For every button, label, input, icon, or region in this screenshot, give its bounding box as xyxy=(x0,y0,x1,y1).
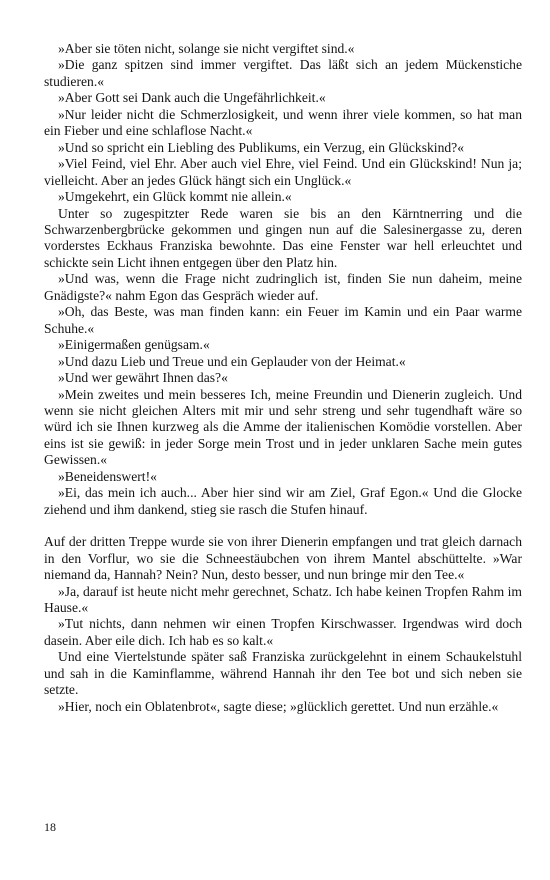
paragraph: »Mein zweites und mein besseres Ich, meine Freundin und Dienerin zugleich. Und wenn sie nicht gleichen Alters mit mir und sehr streng und sehr tugendhaft wäre so würd ich sie Ihnen kurzweg als die Amme der italienischen Komödie vorstellen. Aber eins ist sie gewiß: in jeder Sorge mein Trost und in jeder unklaren Sache mein gutes Gewissen.« xyxy=(44,386,522,468)
paragraph: »Einigermaßen genügsam.« xyxy=(58,337,210,353)
section-break xyxy=(44,518,522,534)
paragraph: »Aber sie töten nicht, solange sie nicht vergiftet sind.« xyxy=(58,41,355,56)
paragraph: »Ei, das mein ich auch... Aber hier sind wir am Ziel, Graf Egon.« Und die Glocke ziehend und ihm dankend, stieg sie rasch die Stufen hinauf. xyxy=(44,485,522,517)
paragraph: »Aber Gott sei Dank auch die Ungefährlichkeit.« xyxy=(58,90,326,106)
paragraph: Unter so zugespitzter Rede waren sie bis an den Kärntnerring und die Schwarzenbergbrücke gekommen und gingen nun auf die Salesinergasse zu, deren vorderstes Eckhaus Franziska bewohnte. Das eine Fenster war hell erleuchtet und schickte sein Licht ihnen entgegen über den Platz hin. xyxy=(44,205,522,270)
paragraph: Auf der dritten Treppe wurde sie von ihrer Dienerin empfangen und trat gleich darnach in den Vorflur, wo sie die Schneestäubchen von ihrem Mantel abschüttelte. »War niemand da, Hannah? Nein? Nun, desto besser, und nun bringe mir den Tee.« xyxy=(44,534,522,583)
paragraph: »Und so spricht ein Liebling des Publikums, ein Verzug, ein Glückskind?« xyxy=(58,139,464,155)
paragraph: »Und dazu Lieb und Treue und ein Geplauder von der Heimat.« xyxy=(58,353,406,369)
paragraph: »Viel Feind, viel Ehr. Aber auch viel Ehre, viel Feind. Und ein Glückskind! Nun ja; vielleicht. Aber an jedes Glück hängt sich ein Unglück.« xyxy=(44,156,522,188)
paragraph: »Ja, darauf ist heute nicht mehr gerechnet, Schatz. Ich habe keinen Tropfen Rahm im Hause.« xyxy=(44,583,522,615)
paragraph: »Oh, das Beste, was man finden kann: ein Feuer im Kamin und ein Paar warme Schuhe.« xyxy=(44,304,522,336)
paragraph: »Tut nichts, dann nehmen wir einen Tropfen Kirschwasser. Irgendwas wird doch dasein. Aber eile dich. Ich hab es so kalt.« xyxy=(44,616,522,648)
page-number: 18 xyxy=(44,820,56,834)
paragraph: Und eine Viertelstunde später saß Franziska zurückgelehnt in einem Schaukelstuhl und sah in die Kaminflamme, während Hannah ihr den Tee bot und sich neben sie setzte. xyxy=(44,649,522,698)
book-page xyxy=(44,41,522,715)
paragraph: »Hier, noch ein Oblatenbrot«, sagte diese; »glücklich gerettet. Und nun erzähle.« xyxy=(58,698,499,714)
paragraph: »Die ganz spitzen sind immer vergiftet. Das läßt sich an jedem Mückenstiche studieren.« xyxy=(44,57,522,89)
paragraph: »Beneidenswert!« xyxy=(58,468,157,484)
paragraph: »Umgekehrt, ein Glück kommt nie allein.« xyxy=(58,189,292,205)
paragraph: »Nur leider nicht die Schmerzlosigkeit, und wenn ihrer viele kommen, so hat man ein Fieber und eine schlaflose Nacht.« xyxy=(44,106,522,139)
paragraph: »Und was, wenn die Frage nicht zudringlich ist, finden Sie nun daheim, meine Gnädigste?« nahm Egon das Gespräch wieder auf. xyxy=(44,271,522,303)
paragraph: »Und wer gewährt Ihnen das?« xyxy=(58,370,228,386)
